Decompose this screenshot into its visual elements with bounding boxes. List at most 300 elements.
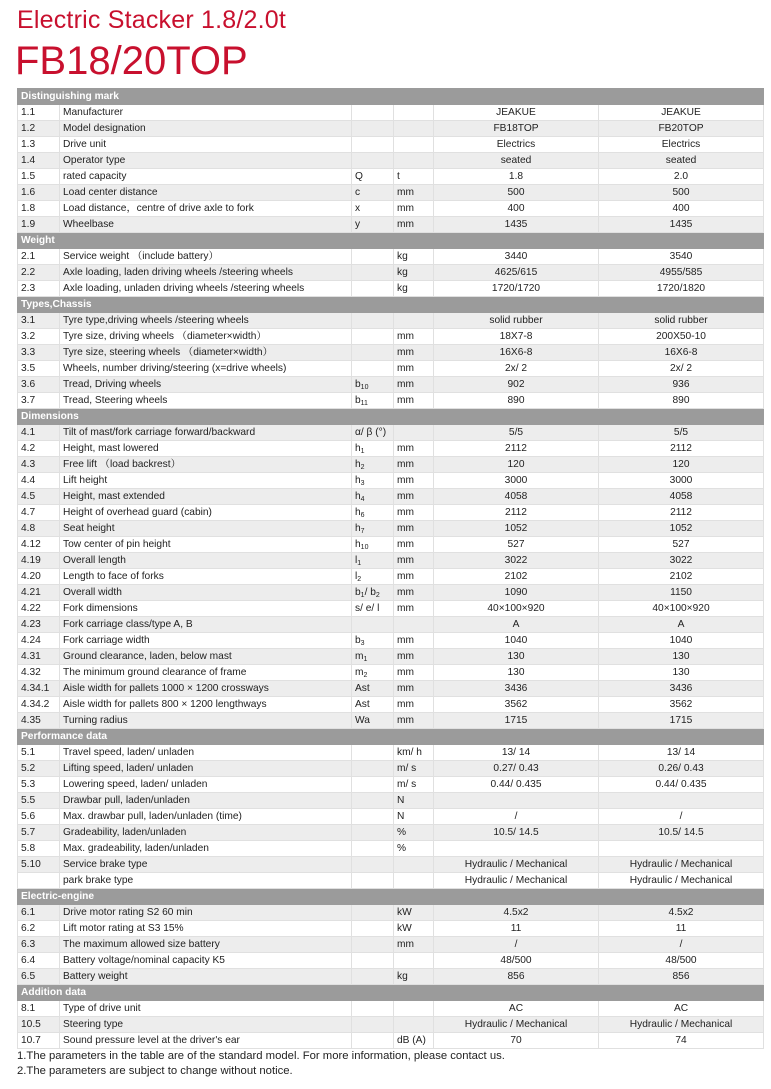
value-model-2: AC — [599, 1001, 764, 1017]
item-number: 4.31 — [18, 649, 60, 665]
table-row — [18, 1001, 764, 1017]
item-symbol — [352, 873, 394, 889]
section-title: Performance data — [18, 729, 764, 745]
value-model-2: 3562 — [599, 697, 764, 713]
value-model-2: 856 — [599, 969, 764, 985]
value-model-1: 5/5 — [434, 425, 599, 441]
item-symbol — [352, 137, 394, 153]
item-unit: mm — [394, 585, 434, 601]
item-unit: mm — [394, 345, 434, 361]
item-description: Steering type — [60, 1017, 352, 1033]
value-model-2: 527 — [599, 537, 764, 553]
item-unit: t — [394, 169, 434, 185]
item-symbol — [352, 697, 394, 713]
value-model-1: 11 — [434, 921, 599, 937]
item-description: Sound pressure level at the driver's ear — [60, 1033, 352, 1049]
table-row — [18, 569, 764, 585]
item-symbol — [352, 153, 394, 169]
item-description: Travel speed, laden/ unladen — [60, 745, 352, 761]
value-model-2: Hydraulic / Mechanical — [599, 1017, 764, 1033]
symbol-subscript: 2 — [375, 592, 380, 599]
table-row — [18, 969, 764, 985]
table-row — [18, 521, 764, 537]
table-row — [18, 825, 764, 841]
item-number: 1.3 — [18, 137, 60, 153]
table-row — [18, 905, 764, 921]
item-description: Operator type — [60, 153, 352, 169]
item-number: 4.24 — [18, 633, 60, 649]
item-unit: kg — [394, 265, 434, 281]
symbol-text: s/ e/ l — [355, 603, 380, 614]
table-row — [18, 249, 764, 265]
item-description: Fork carriage class/type A, B — [60, 617, 352, 633]
item-unit: mm — [394, 601, 434, 617]
item-unit: kg — [394, 281, 434, 297]
value-model-2: 5/5 — [599, 425, 764, 441]
item-symbol — [352, 969, 394, 985]
item-description: Wheels, number driving/steering (x=drive wheels) — [60, 361, 352, 377]
symbol-text: h — [355, 491, 361, 502]
item-description: Turning radius — [60, 713, 352, 729]
item-description: Service weight （include battery） — [60, 249, 352, 265]
item-symbol — [352, 585, 394, 601]
section-title: Distinguishing mark — [18, 89, 764, 105]
item-unit: kg — [394, 249, 434, 265]
value-model-1: 1040 — [434, 633, 599, 649]
item-number: 1.1 — [18, 105, 60, 121]
value-model-1: 130 — [434, 665, 599, 681]
value-model-1 — [434, 841, 599, 857]
value-model-2: 48/500 — [599, 953, 764, 969]
item-description: Seat height — [60, 521, 352, 537]
item-number: 1.6 — [18, 185, 60, 201]
value-model-1: 1090 — [434, 585, 599, 601]
value-model-1: 500 — [434, 185, 599, 201]
item-unit: mm — [394, 537, 434, 553]
item-unit: mm — [394, 521, 434, 537]
item-symbol — [352, 457, 394, 473]
item-number: 2.3 — [18, 281, 60, 297]
section-header — [18, 889, 764, 905]
item-number: 4.5 — [18, 489, 60, 505]
symbol-text: α/ β (°) — [355, 427, 387, 438]
item-description: Tread, Steering wheels — [60, 393, 352, 409]
section-header — [18, 409, 764, 425]
value-model-2: 1715 — [599, 713, 764, 729]
item-unit: mm — [394, 329, 434, 345]
item-symbol — [352, 905, 394, 921]
value-model-2: 1435 — [599, 217, 764, 233]
item-symbol — [352, 185, 394, 201]
value-model-1: AC — [434, 1001, 599, 1017]
section-title: Weight — [18, 233, 764, 249]
value-model-2: Hydraulic / Mechanical — [599, 873, 764, 889]
value-model-2 — [599, 841, 764, 857]
table-row — [18, 153, 764, 169]
symbol-subscript: 7 — [360, 528, 365, 535]
item-description: Axle loading, laden driving wheels /steering wheels — [60, 265, 352, 281]
item-number: 4.4 — [18, 473, 60, 489]
table-row — [18, 665, 764, 681]
item-unit: mm — [394, 361, 434, 377]
table-row — [18, 1017, 764, 1033]
item-symbol — [352, 953, 394, 969]
item-description: Lift height — [60, 473, 352, 489]
item-unit — [394, 105, 434, 121]
item-description: Fork carriage width — [60, 633, 352, 649]
item-unit — [394, 857, 434, 873]
symbol-text: b — [355, 635, 361, 646]
table-row — [18, 393, 764, 409]
table-row — [18, 761, 764, 777]
value-model-1: 0.44/ 0.435 — [434, 777, 599, 793]
value-model-2: 4955/585 — [599, 265, 764, 281]
item-symbol — [352, 313, 394, 329]
item-description: Ground clearance, laden, below mast — [60, 649, 352, 665]
footnote: 1.The parameters in the table are of the standard model. For more information, please contact us. — [17, 1050, 505, 1062]
item-description: Free lift （load backrest） — [60, 457, 352, 473]
item-unit: kW — [394, 921, 434, 937]
symbol-text: y — [355, 219, 361, 230]
table-row — [18, 713, 764, 729]
item-symbol — [352, 569, 394, 585]
table-row — [18, 585, 764, 601]
value-model-2: A — [599, 617, 764, 633]
section-header — [18, 233, 764, 249]
table-row — [18, 489, 764, 505]
value-model-2: 400 — [599, 201, 764, 217]
item-unit: % — [394, 825, 434, 841]
symbol-subscript: 1 — [360, 448, 365, 455]
symbol-text: h — [355, 443, 361, 454]
item-unit — [394, 153, 434, 169]
table-row — [18, 1033, 764, 1049]
value-model-2: 936 — [599, 377, 764, 393]
value-model-1: 3436 — [434, 681, 599, 697]
table-row — [18, 697, 764, 713]
item-description: Manufacturer — [60, 105, 352, 121]
footnotes — [17, 1049, 505, 1079]
item-unit: mm — [394, 569, 434, 585]
item-description: Overall width — [60, 585, 352, 601]
symbol-text: / b — [364, 587, 376, 598]
item-description: Max. drawbar pull, laden/unladen (time) — [60, 809, 352, 825]
table-row — [18, 937, 764, 953]
value-model-1: 0.27/ 0.43 — [434, 761, 599, 777]
value-model-1: solid rubber — [434, 313, 599, 329]
item-description: park brake type — [60, 873, 352, 889]
symbol-subscript: 1 — [360, 592, 365, 599]
table-row — [18, 457, 764, 473]
item-description: The minimum ground clearance of frame — [60, 665, 352, 681]
symbol-text: x — [355, 203, 361, 214]
symbol-subscript: 1 — [357, 560, 362, 567]
item-symbol — [352, 681, 394, 697]
item-number: 4.8 — [18, 521, 60, 537]
item-unit: mm — [394, 665, 434, 681]
item-number: 5.3 — [18, 777, 60, 793]
symbol-text: m — [355, 651, 364, 662]
section-title: Dimensions — [18, 409, 764, 425]
value-model-1: 856 — [434, 969, 599, 985]
item-unit: mm — [394, 697, 434, 713]
value-model-1: 527 — [434, 537, 599, 553]
item-description: Drive unit — [60, 137, 352, 153]
item-symbol — [352, 361, 394, 377]
item-description: Height, mast lowered — [60, 441, 352, 457]
item-number: 5.6 — [18, 809, 60, 825]
symbol-subscript: 6 — [360, 512, 365, 519]
item-unit: mm — [394, 489, 434, 505]
item-symbol — [352, 761, 394, 777]
item-unit — [394, 1017, 434, 1033]
symbol-text: h — [355, 523, 361, 534]
table-row — [18, 745, 764, 761]
value-model-2: FB20TOP — [599, 121, 764, 137]
table-row — [18, 201, 764, 217]
item-unit: mm — [394, 185, 434, 201]
value-model-1: 130 — [434, 649, 599, 665]
item-number: 4.34.2 — [18, 697, 60, 713]
item-symbol — [352, 793, 394, 809]
item-number: 3.5 — [18, 361, 60, 377]
item-description: Length to face of forks — [60, 569, 352, 585]
item-unit — [394, 617, 434, 633]
table-row — [18, 473, 764, 489]
item-symbol — [352, 249, 394, 265]
value-model-2: 0.26/ 0.43 — [599, 761, 764, 777]
item-number: 10.5 — [18, 1017, 60, 1033]
item-description: Battery voltage/nominal capacity K5 — [60, 953, 352, 969]
value-model-1: 40×100×920 — [434, 601, 599, 617]
value-model-2: JEAKUE — [599, 105, 764, 121]
item-number: 6.3 — [18, 937, 60, 953]
item-unit: mm — [394, 377, 434, 393]
value-model-2: 4.5x2 — [599, 905, 764, 921]
value-model-1: 48/500 — [434, 953, 599, 969]
item-number: 4.34.1 — [18, 681, 60, 697]
item-description: Model designation — [60, 121, 352, 137]
item-unit: mm — [394, 937, 434, 953]
item-number: 4.7 — [18, 505, 60, 521]
table-row — [18, 265, 764, 281]
item-description: Axle loading, unladen driving wheels /steering wheels — [60, 281, 352, 297]
item-number: 4.20 — [18, 569, 60, 585]
item-number: 8.1 — [18, 1001, 60, 1017]
item-number: 3.7 — [18, 393, 60, 409]
item-symbol — [352, 665, 394, 681]
item-symbol — [352, 505, 394, 521]
value-model-2: 40×100×920 — [599, 601, 764, 617]
table-row — [18, 441, 764, 457]
value-model-2: 2.0 — [599, 169, 764, 185]
value-model-2: 200X50-10 — [599, 329, 764, 345]
value-model-2: 1040 — [599, 633, 764, 649]
value-model-2: 1720/1820 — [599, 281, 764, 297]
table-row — [18, 313, 764, 329]
item-number: 1.9 — [18, 217, 60, 233]
item-description: Tow center of pin height — [60, 537, 352, 553]
item-symbol — [352, 825, 394, 841]
value-model-1: / — [434, 809, 599, 825]
table-row — [18, 361, 764, 377]
item-unit: mm — [394, 681, 434, 697]
item-number: 2.2 — [18, 265, 60, 281]
item-number: 4.21 — [18, 585, 60, 601]
item-symbol — [352, 745, 394, 761]
section-header — [18, 297, 764, 313]
symbol-text: Q — [355, 171, 363, 182]
table-row — [18, 777, 764, 793]
symbol-text: l — [355, 571, 358, 582]
item-number: 6.2 — [18, 921, 60, 937]
symbol-text: c — [355, 187, 361, 198]
symbol-subscript: 2 — [360, 464, 365, 471]
table-row — [18, 217, 764, 233]
value-model-1: 4.5x2 — [434, 905, 599, 921]
item-unit: kW — [394, 905, 434, 921]
item-description: Gradeability, laden/unladen — [60, 825, 352, 841]
item-number: 4.3 — [18, 457, 60, 473]
item-unit: mm — [394, 505, 434, 521]
value-model-1: A — [434, 617, 599, 633]
symbol-text: Ast — [355, 683, 370, 694]
item-symbol — [352, 521, 394, 537]
value-model-2: / — [599, 937, 764, 953]
table-row — [18, 425, 764, 441]
value-model-1: 120 — [434, 457, 599, 473]
item-unit: mm — [394, 217, 434, 233]
value-model-2: 500 — [599, 185, 764, 201]
item-unit: m/ s — [394, 761, 434, 777]
item-number: 4.35 — [18, 713, 60, 729]
table-row — [18, 329, 764, 345]
item-description: Aisle width for pallets 1000 × 1200 crossways — [60, 681, 352, 697]
item-number: 6.4 — [18, 953, 60, 969]
item-number: 5.8 — [18, 841, 60, 857]
item-number: 4.19 — [18, 553, 60, 569]
item-unit: mm — [394, 633, 434, 649]
symbol-text: Ast — [355, 699, 370, 710]
value-model-1: 16X6-8 — [434, 345, 599, 361]
item-unit: mm — [394, 713, 434, 729]
item-description: Tyre size, steering wheels （diameter×width） — [60, 345, 352, 361]
item-symbol — [352, 393, 394, 409]
item-number: 2.1 — [18, 249, 60, 265]
table-row — [18, 633, 764, 649]
value-model-1: 3562 — [434, 697, 599, 713]
value-model-1: 400 — [434, 201, 599, 217]
value-model-2: 3436 — [599, 681, 764, 697]
item-number: 5.7 — [18, 825, 60, 841]
symbol-text: b — [355, 395, 361, 406]
symbol-subscript: 4 — [360, 496, 365, 503]
value-model-1: 3000 — [434, 473, 599, 489]
item-description: Service brake type — [60, 857, 352, 873]
item-number: 6.1 — [18, 905, 60, 921]
value-model-1: Hydraulic / Mechanical — [434, 1017, 599, 1033]
item-symbol — [352, 857, 394, 873]
value-model-1: 2112 — [434, 441, 599, 457]
item-unit — [394, 953, 434, 969]
section-header — [18, 89, 764, 105]
value-model-1: 2102 — [434, 569, 599, 585]
symbol-subscript: 1 — [363, 656, 368, 663]
item-symbol — [352, 713, 394, 729]
value-model-2: 0.44/ 0.435 — [599, 777, 764, 793]
value-model-1: 3022 — [434, 553, 599, 569]
table-row — [18, 617, 764, 633]
table-row — [18, 505, 764, 521]
symbol-text: h — [355, 475, 361, 486]
symbol-subscript: 11 — [360, 400, 368, 407]
table-row — [18, 185, 764, 201]
table-row — [18, 537, 764, 553]
section-title: Electric-engine — [18, 889, 764, 905]
value-model-1: 70 — [434, 1033, 599, 1049]
table-row — [18, 921, 764, 937]
item-description: The maximum allowed size battery — [60, 937, 352, 953]
symbol-subscript: 3 — [360, 640, 365, 647]
symbol-subscript: 2 — [363, 672, 368, 679]
section-header — [18, 985, 764, 1001]
item-description: Battery weight — [60, 969, 352, 985]
item-symbol — [352, 937, 394, 953]
item-number: 4.2 — [18, 441, 60, 457]
item-description: Load center distance — [60, 185, 352, 201]
value-model-2: 2x/ 2 — [599, 361, 764, 377]
item-symbol — [352, 201, 394, 217]
item-number: 1.8 — [18, 201, 60, 217]
item-symbol — [352, 809, 394, 825]
value-model-2: 2112 — [599, 505, 764, 521]
table-row — [18, 681, 764, 697]
item-unit — [394, 1001, 434, 1017]
item-description: Drawbar pull, laden/unladen — [60, 793, 352, 809]
spec-table — [17, 88, 764, 1049]
value-model-2: Hydraulic / Mechanical — [599, 857, 764, 873]
value-model-2: 74 — [599, 1033, 764, 1049]
item-symbol — [352, 473, 394, 489]
item-unit — [394, 137, 434, 153]
value-model-1: 1052 — [434, 521, 599, 537]
item-unit — [394, 425, 434, 441]
table-row — [18, 953, 764, 969]
table-row — [18, 345, 764, 361]
table-row — [18, 793, 764, 809]
symbol-text: h — [355, 507, 361, 518]
value-model-1: seated — [434, 153, 599, 169]
item-number: 3.6 — [18, 377, 60, 393]
item-description: Height of overhead guard (cabin) — [60, 505, 352, 521]
item-number: 4.1 — [18, 425, 60, 441]
item-description: Lifting speed, laden/ unladen — [60, 761, 352, 777]
item-description: Aisle width for pallets 800 × 1200 lengthways — [60, 697, 352, 713]
table-row — [18, 601, 764, 617]
page-title: FB18/20TOP — [15, 39, 248, 83]
item-description: Height, mast extended — [60, 489, 352, 505]
item-symbol — [352, 377, 394, 393]
item-symbol — [352, 537, 394, 553]
item-unit: mm — [394, 457, 434, 473]
value-model-2: 2102 — [599, 569, 764, 585]
item-unit: km/ h — [394, 745, 434, 761]
item-symbol — [352, 1017, 394, 1033]
table-row — [18, 377, 764, 393]
item-description: Overall length — [60, 553, 352, 569]
table-row — [18, 873, 764, 889]
item-unit: N — [394, 793, 434, 809]
